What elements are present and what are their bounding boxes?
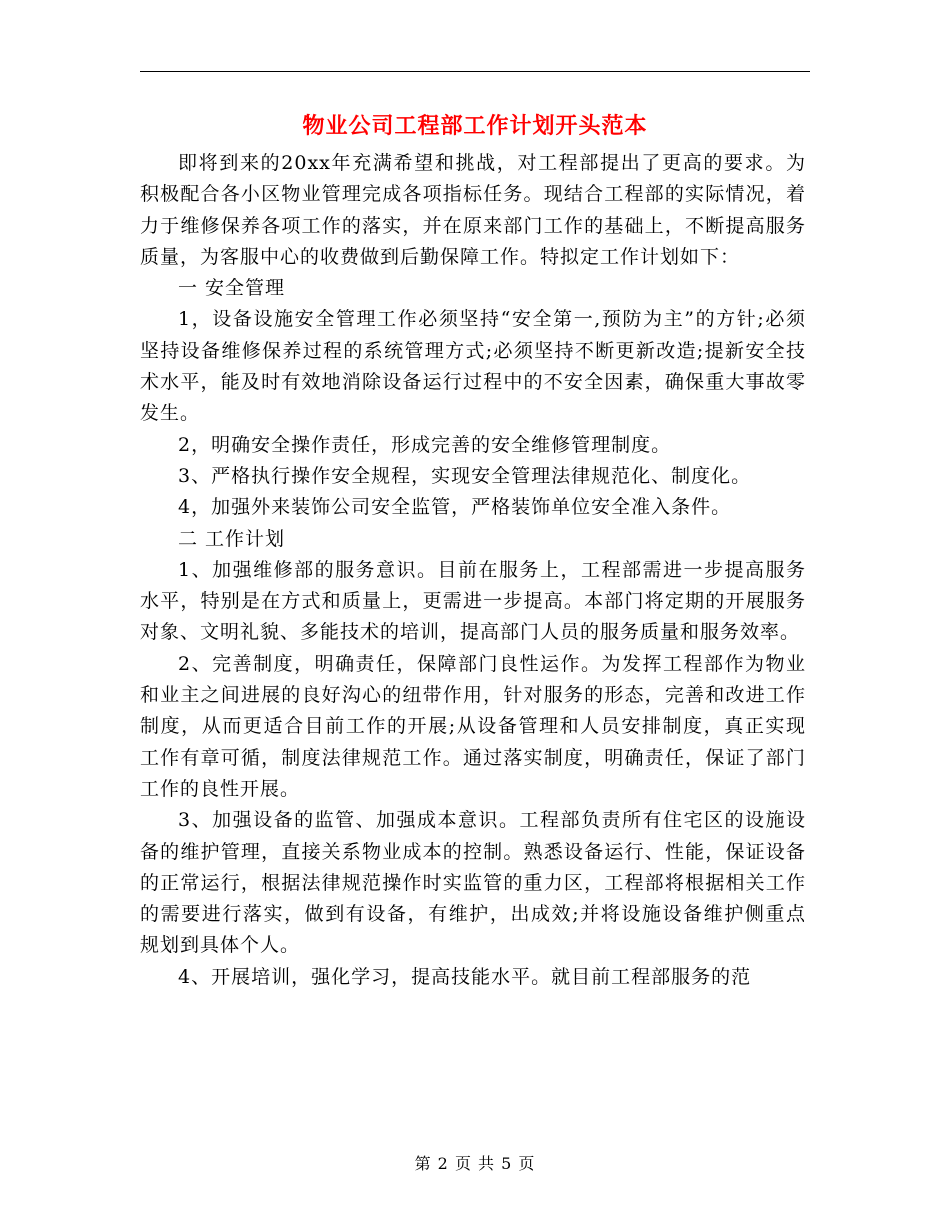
paragraph-intro: 即将到来的20xx年充满希望和挑战，对工程部提出了更高的要求。为积极配合各小区物业管理完成各项指标任务。现结合工程部的实际情况，着力于维修保养各项工作的落实，并在原来部门工作的基础上，不断提高服务质量，为客服中心的收费做到后勤保障工作。特拟定工作计划如下：	[140, 152, 806, 268]
paragraph-plan-4: 4、开展培训，强化学习，提高技能水平。就目前工程部服务的范	[178, 965, 752, 988]
page-number: 第 2 页 共 5 页	[414, 1154, 536, 1173]
header-rule	[140, 71, 810, 72]
document-body	[140, 148, 806, 993]
paragraph-safety-2: 2，明确安全操作责任，形成完善的安全维修管理制度。	[178, 433, 672, 456]
paragraph-plan-1: 1、加强维修部的服务意识。目前在服务上，工程部需进一步提高服务水平，特别是在方式和质量上，更需进一步提高。本部门将定期的开展服务对象、文明礼貌、多能技术的培训，提高部门人员的服务质量和服务效率。	[140, 558, 806, 644]
section-heading-safety: 一 安全管理	[178, 277, 286, 300]
paragraph-safety-4: 4，加强外来装饰公司安全监管，严格装饰单位安全准入条件。	[178, 496, 732, 519]
paragraph-plan-3: 3、加强设备的监管、加强成本意识。工程部负责所有住宅区的设施设备的维护管理，直接关系物业成本的控制。熟悉设备运行、性能，保证设备的正常运行，根据法律规范操作时实监管的重力区，工程部将根据相关工作的需要进行落实，做到有设备，有维护，出成效;并将设施设备维护侧重点规划到具体个人。	[140, 809, 806, 957]
paragraph-safety-1: 1，设备设施安全管理工作必须坚持“安全第一,预防为主”的方针;必须坚持设备维修保养过程的系统管理方式;必须坚持不断更新改造;提新安全技术水平，能及时有效地消除设备运行过程中的不安全因素，确保重大事故零发生。	[140, 308, 806, 425]
section-heading-plan: 二 工作计划	[178, 527, 286, 550]
paragraph-safety-3: 3、严格执行操作安全规程，实现安全管理法律规范化、制度化。	[178, 464, 752, 487]
paragraph-plan-2: 2、完善制度，明确责任，保障部门良性运作。为发挥工程部作为物业和业主之间进展的良好沟心的纽带作用，针对服务的形态，完善和改进工作制度，从而更适合目前工作的开展;从设备管理和人员安排制度，真正实现工作有章可循，制度法律规范工作。通过落实制度，明确责任，保证了部门工作的良性开展。	[140, 652, 806, 800]
document-title: 物业公司工程部工作计划开头范本	[302, 113, 648, 139]
